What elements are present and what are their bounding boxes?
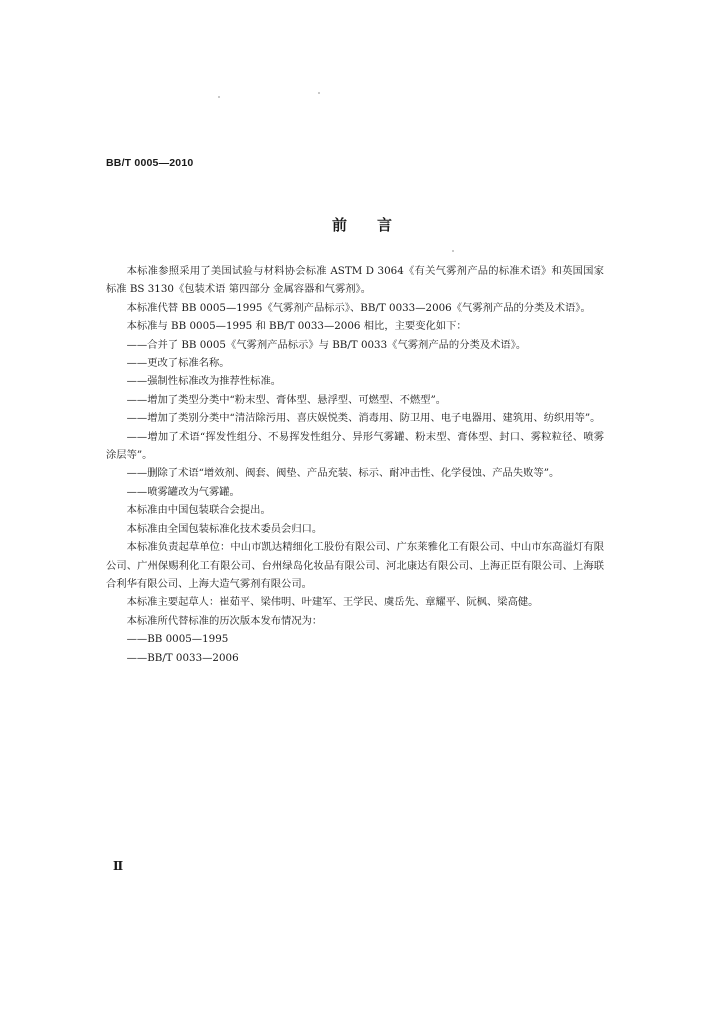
paragraph: 本标准主要起草人：崔茹平、梁伟明、叶建军、王学民、虞岳先、章耀平、阮枫、梁高健。	[126, 596, 539, 609]
list-item: ——喷雾罐改为气雾罐。	[126, 485, 240, 498]
scan-speck	[452, 250, 454, 252]
paragraph: 本标准所代替标准的历次版本发布情况为：	[126, 614, 323, 627]
list-item: ——更改了标准名称。	[126, 357, 230, 370]
list-item: ——增加了类型分类中“粉末型、膏体型、悬浮型、可燃型、不燃型”。	[126, 393, 447, 406]
list-item: ——增加了术语“挥发性组分、不易挥发性组分、异形气雾罐、粉末型、膏体型、封口、雾粒粒径、喷雾涂层等”。	[106, 430, 604, 462]
list-item: ——合并了 BB 0005《气雾剂产品标示》与 BB/T 0033《气雾剂产品的分类及术语》。	[126, 338, 527, 351]
paragraph: 本标准参照采用了美国试验与材料协会标准 ASTM D 3064《有关气雾剂产品的标准术语》和英国国家标准 BS 3130《包装术语 第四部分 金属容器和气雾剂》。	[106, 265, 604, 296]
scan-speck	[218, 96, 220, 98]
page-number: Ⅱ	[113, 859, 124, 873]
list-item: ——BB 0005—1995	[126, 633, 229, 646]
standard-code: BB/T 0005—2010	[106, 157, 194, 169]
paragraph: 本标准由中国包装联合会提出。	[126, 504, 271, 517]
list-item: ——强制性标准改为推荐性标准。	[126, 375, 282, 388]
list-item: ——BB/T 0033—2006	[126, 651, 239, 664]
paragraph: 本标准与 BB 0005—1995 和 BB/T 0033—2006 相比，主要变化如下：	[126, 320, 467, 333]
list-item: ——删除了术语“增效剂、阀套、阀垫、产品充装、标示、耐冲击性、化学侵蚀、产品失败等”。	[126, 467, 560, 480]
foreword-body	[106, 262, 604, 667]
paragraph: 本标准代替 BB 0005—1995《气雾剂产品标示》、BB/T 0033—2006《气雾剂产品的分类及术语》。	[126, 301, 591, 314]
list-item: ——增加了类别分类中“清洁除污用、喜庆娱悦类、消毒用、防卫用、电子电器用、建筑用、纺织用等”。	[126, 412, 601, 425]
page-title: 前言	[331, 216, 422, 234]
scan-speck	[318, 92, 320, 94]
paragraph: 本标准由全国包装标准化技术委员会归口。	[126, 522, 323, 535]
paragraph: 本标准负责起草单位：中山市凯达精细化工股份有限公司、广东莱雅化工有限公司、中山市东高溢灯有限公司、广州保赐利化工有限公司、台州绿岛化妆品有限公司、河北康达有限公司、上海正臣有限公司、上海联合利华有限公司、上海大造气雾剂有限公司。	[106, 541, 604, 590]
